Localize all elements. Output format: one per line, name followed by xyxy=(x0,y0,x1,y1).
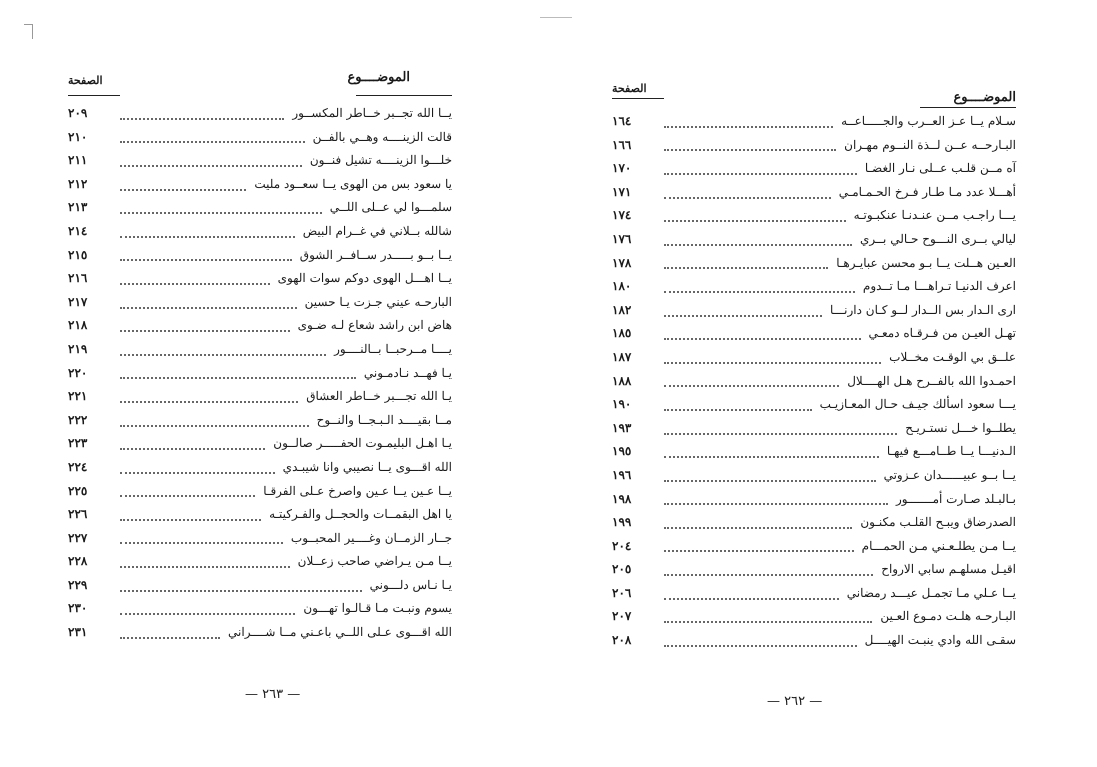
index-entry xyxy=(612,440,1016,464)
entry-title: ليالي بــرى النـــوح حـالي بــري xyxy=(860,231,1016,246)
page-underline xyxy=(612,98,664,99)
entry-title: ارى الـدار بس الــدار لــو كـان دارنـــا xyxy=(829,302,1016,317)
entry-title: يـــا راجـب مــن عنـدنـا عنكبـوتـه xyxy=(853,208,1016,223)
entry-page-number: ٢٠٨ xyxy=(612,633,632,648)
entry-page-number: ٢٢٣ xyxy=(68,436,88,451)
page-number: — ٢٦٣ — xyxy=(245,687,301,702)
index-entry xyxy=(612,275,1016,299)
entry-page-number: ١٩٨ xyxy=(612,491,632,506)
leader-dots xyxy=(120,273,270,285)
entry-page-number: ٢١٥ xyxy=(68,247,88,262)
entry-page-number: ٢٢٨ xyxy=(68,554,88,569)
entry-title: اقيـل مسلهـم سابي الارواح xyxy=(881,562,1016,577)
leader-dots xyxy=(120,179,246,191)
index-header xyxy=(612,78,1016,104)
index-entry xyxy=(68,314,452,338)
entry-title: الله اقـــوى عـلى اللــي باعـني مــا شــــراني xyxy=(228,625,452,640)
entry-title: البارحـه عيني جـزت يـا حسين xyxy=(304,294,452,309)
entry-title: قالت الزينــــه وهــي بالفــن xyxy=(312,129,452,144)
entry-page-number: ١٨٧ xyxy=(612,349,632,364)
entry-title: آه مــن قلـب عــلى نـار الغضـا xyxy=(864,161,1016,176)
entry-page-number: ٢١٧ xyxy=(68,294,88,309)
leader-dots xyxy=(664,328,861,340)
leader-dots xyxy=(120,320,290,332)
index-entry xyxy=(612,204,1016,228)
leader-dots xyxy=(120,297,297,309)
entry-page-number: ٢١١ xyxy=(68,153,88,168)
entry-page-number: ٢٢٥ xyxy=(68,483,88,498)
entry-page-number: ٢٠٩ xyxy=(68,106,88,120)
leader-dots xyxy=(664,352,881,364)
leader-dots xyxy=(120,580,362,592)
entry-title: يـا الله تجـــبر خــاطر العشاق xyxy=(306,389,452,404)
topic-heading: الموضــــوع xyxy=(347,70,410,85)
leader-dots xyxy=(120,367,356,379)
leader-dots xyxy=(664,540,854,552)
index-entry xyxy=(612,322,1016,346)
entry-page-number: ٢٣١ xyxy=(68,625,88,640)
index-entry xyxy=(68,456,452,480)
index-entry xyxy=(68,621,452,645)
entry-page-number: ٢٠٤ xyxy=(612,538,632,553)
entry-title: يـــا سعود اسألك جيـف حـال المعـازيـب xyxy=(819,397,1016,412)
entry-title: يــا بــو بـــــدر ســافــر الشوق xyxy=(299,247,452,262)
index-entry xyxy=(68,102,452,126)
entry-title: جــار الزمــان وغــــير المحبــوب xyxy=(290,530,452,545)
entry-title: العـين هــلت يــا بـو محسن عبايـرهـا xyxy=(836,255,1016,270)
entry-title: الـدنيـــا يــا طــامـــع فيهـا xyxy=(886,444,1016,459)
corner-crop-mark xyxy=(24,24,33,39)
index-entry xyxy=(612,605,1016,629)
topic-underline xyxy=(356,95,452,96)
leader-dots xyxy=(664,635,857,647)
entry-page-number: ١٨٨ xyxy=(612,373,632,388)
entry-title: هاض ابن راشد شعاع لـه ضـوى xyxy=(297,318,452,333)
index-entry xyxy=(68,362,452,386)
page-heading: الصفحة xyxy=(612,82,647,95)
index-entry xyxy=(68,244,452,268)
index-entry xyxy=(68,409,452,433)
entry-page-number: ٢١٩ xyxy=(68,341,88,356)
leader-dots xyxy=(120,249,292,261)
entry-title: يــا بــو عبيــــــدان عـزوتي xyxy=(883,467,1016,482)
leader-dots xyxy=(664,446,879,458)
entry-page-number: ١٨٢ xyxy=(612,302,632,317)
entry-page-number: ١٩٣ xyxy=(612,420,632,435)
leader-dots xyxy=(664,470,876,482)
entry-title: سـلام يــا عـز العــرب والجـــــاعــه xyxy=(841,114,1016,128)
leader-dots xyxy=(120,438,265,450)
index-list xyxy=(612,110,1016,653)
entry-title: احمـدوا الله بالفــرح هـل الهــــلال xyxy=(847,373,1016,388)
entry-page-number: ٢٠٥ xyxy=(612,562,632,577)
entry-page-number: ٢٢٦ xyxy=(68,507,88,522)
leader-dots xyxy=(664,588,839,600)
leader-dots xyxy=(664,281,855,293)
index-list xyxy=(68,102,452,645)
entry-page-number: ٢٠٦ xyxy=(612,585,632,600)
entry-page-number: ٢١٨ xyxy=(68,318,88,333)
leader-dots xyxy=(120,202,322,214)
page-number: — ٢٦٢ — xyxy=(767,694,823,709)
leader-dots xyxy=(120,462,275,474)
leader-dots xyxy=(664,234,852,246)
index-entry xyxy=(68,385,452,409)
top-scan-mark xyxy=(540,17,572,18)
entry-title: يــا عـين يــا عـين واصرخ عـلى الفرقـا xyxy=(263,483,452,498)
leader-dots xyxy=(120,485,255,497)
index-entry xyxy=(68,338,452,362)
entry-title: يا سعود بس من الهوى يــا سعــود مليت xyxy=(254,176,452,191)
entry-page-number: ٢٢٢ xyxy=(68,412,88,427)
page-underline xyxy=(68,95,120,96)
index-entry xyxy=(68,597,452,621)
index-entry xyxy=(68,126,452,150)
leader-dots xyxy=(664,210,846,222)
index-entry xyxy=(68,267,452,291)
page-heading: الصفحة xyxy=(68,74,103,87)
entry-page-number: ٢٢٤ xyxy=(68,459,88,474)
page-263 xyxy=(68,70,452,645)
leader-dots xyxy=(120,391,298,403)
index-entry xyxy=(612,134,1016,158)
index-entry xyxy=(612,582,1016,606)
topic-underline xyxy=(920,107,1016,108)
entry-page-number: ٢٠٧ xyxy=(612,609,632,624)
entry-page-number: ٢١٦ xyxy=(68,271,88,286)
index-entry xyxy=(68,220,452,244)
entry-title: يــا عـلي مـا تجمـل عيـــد رمضاني xyxy=(846,585,1016,600)
page-262 xyxy=(612,78,1016,653)
index-entry xyxy=(68,574,452,598)
index-entry xyxy=(612,417,1016,441)
index-entry xyxy=(68,432,452,456)
entry-page-number: ١٧٠ xyxy=(612,161,632,176)
entry-title: يـا نـاس دلـــوني xyxy=(369,577,452,592)
leader-dots xyxy=(664,116,833,128)
entry-title: خلـــوا الزينــــه تشيل فنــون xyxy=(309,153,452,168)
entry-title: بـالبـلد صـارت أمـــــــور xyxy=(895,491,1016,506)
entry-title: يسوم ونبـت مـا قـالـوا تهـــون xyxy=(303,601,452,616)
index-entry xyxy=(612,629,1016,653)
leader-dots xyxy=(120,344,326,356)
index-entry xyxy=(68,480,452,504)
index-entry xyxy=(612,464,1016,488)
index-entry xyxy=(68,503,452,527)
entry-title: يــا الله تجــبر خــاطر المكســور xyxy=(292,106,452,120)
leader-dots xyxy=(664,305,822,317)
leader-dots xyxy=(664,423,897,435)
entry-page-number: ١٨٠ xyxy=(612,279,632,294)
entry-page-number: ١٧١ xyxy=(612,184,632,199)
entry-title: يـا فهــد نـادمـوني xyxy=(363,365,452,380)
entry-page-number: ٢١٣ xyxy=(68,200,88,215)
entry-page-number: ٢٢٧ xyxy=(68,530,88,545)
entry-page-number: ٢٣٠ xyxy=(68,601,88,616)
entry-title: مــا بقيــــد الـبـجــا والنــوح xyxy=(316,412,452,427)
index-entry xyxy=(612,346,1016,370)
leader-dots xyxy=(120,627,220,639)
index-header xyxy=(68,70,452,96)
leader-dots xyxy=(664,257,828,269)
entry-page-number: ١٩٦ xyxy=(612,467,632,482)
leader-dots xyxy=(120,226,295,238)
entry-page-number: ٢٢٩ xyxy=(68,577,88,592)
index-entry xyxy=(612,157,1016,181)
entry-title: اعرف الدنيـا تـراهـــا مـا تــدوم xyxy=(862,279,1016,294)
leader-dots xyxy=(664,611,872,623)
leader-dots xyxy=(120,532,283,544)
index-entry xyxy=(612,370,1016,394)
leader-dots xyxy=(664,163,857,175)
topic-heading: الموضــــوع xyxy=(953,90,1016,105)
index-entry xyxy=(612,252,1016,276)
index-entry xyxy=(612,181,1016,205)
entry-title: الله اقـــوى يــا نصيبي وانا شيبـدي xyxy=(282,459,452,474)
entry-title: البـارحــه عــن لــذة النــوم مهـران xyxy=(844,137,1016,152)
entry-page-number: ٢١٢ xyxy=(68,176,88,191)
entry-page-number: ١٦٦ xyxy=(612,137,632,152)
index-entry xyxy=(612,228,1016,252)
entry-page-number: ١٧٤ xyxy=(612,208,632,223)
entry-title: تهـل العيـن من فـرقـاه دمعـي xyxy=(868,326,1016,341)
entry-page-number: ١٧٨ xyxy=(612,255,632,270)
entry-title: يــا مـن يـراضي صاحب زعــلان xyxy=(297,554,452,569)
entry-page-number: ٢٢١ xyxy=(68,389,88,404)
leader-dots xyxy=(664,375,839,387)
entry-title: يــــا مــرحبــا بــالنــــور xyxy=(334,341,452,356)
entry-page-number: ٢١٤ xyxy=(68,223,88,238)
entry-title: الصدرضاق ويبـح القلـب مكنـون xyxy=(860,515,1016,530)
entry-title: يـا اهـل البليمـوت الحفـــــر صالــون xyxy=(273,436,452,451)
entry-page-number: ١٨٥ xyxy=(612,326,632,341)
entry-title: سلمـــوا لي عــلى اللــي xyxy=(329,200,452,215)
index-entry xyxy=(68,196,452,220)
leader-dots xyxy=(120,131,305,143)
index-entry xyxy=(612,393,1016,417)
entry-page-number: ٢١٠ xyxy=(68,129,88,144)
index-entry xyxy=(68,550,452,574)
entry-title: شالله بــلاني في غــرام البيض xyxy=(302,223,452,238)
leader-dots xyxy=(664,517,852,529)
index-entry xyxy=(68,173,452,197)
index-entry xyxy=(68,527,452,551)
leader-dots xyxy=(120,155,302,167)
entry-title: علــق بي الوقـت مخــلاب xyxy=(889,349,1016,364)
index-entry xyxy=(68,291,452,315)
entry-title: سقـى الله وادي ينبـت الهيــــل xyxy=(864,633,1016,648)
entry-title: البـارحـه هلـت دمـوع العـين xyxy=(880,609,1016,624)
entry-page-number: ١٩٥ xyxy=(612,444,632,459)
leader-dots xyxy=(120,108,284,120)
index-entry xyxy=(612,558,1016,582)
entry-title: يــا مـن يطلـعـني مـن الحمـــام xyxy=(861,538,1016,553)
entry-page-number: ١٦٤ xyxy=(612,114,632,128)
index-entry xyxy=(612,110,1016,134)
entry-title: يا اهل البقمــات والحجــل والفـركيتـه xyxy=(269,507,452,522)
index-entry xyxy=(612,535,1016,559)
leader-dots xyxy=(120,556,290,568)
entry-page-number: ٢٢٠ xyxy=(68,365,88,380)
leader-dots xyxy=(664,399,812,411)
leader-dots xyxy=(120,415,309,427)
index-entry xyxy=(612,299,1016,323)
index-entry xyxy=(68,149,452,173)
entry-page-number: ١٩٩ xyxy=(612,515,632,530)
entry-page-number: ١٧٦ xyxy=(612,231,632,246)
leader-dots xyxy=(120,509,261,521)
index-entry xyxy=(612,488,1016,512)
leader-dots xyxy=(120,603,295,615)
leader-dots xyxy=(664,564,873,576)
leader-dots xyxy=(664,139,836,151)
leader-dots xyxy=(664,493,888,505)
entry-page-number: ١٩٠ xyxy=(612,397,632,412)
entry-title: يــا اهـــل الهوى دوكم سوات الهوى xyxy=(277,271,452,286)
leader-dots xyxy=(664,187,831,199)
index-entry xyxy=(612,511,1016,535)
entry-title: أهـــلا عدد مـا طـار فـرخ الحـمـامـي xyxy=(838,184,1016,199)
entry-title: يطلــوا خـــل نستـريـح xyxy=(905,420,1016,435)
